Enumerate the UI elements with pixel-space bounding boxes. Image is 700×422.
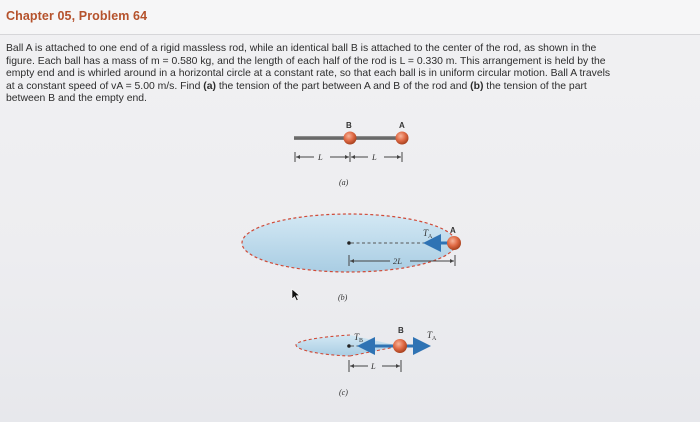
problem-line: the tension of the part — [483, 80, 587, 92]
problem-line: between B and the empty end. — [6, 93, 147, 105]
tension-b-label: $T_B$ — [354, 332, 364, 344]
label-ball-a: A — [450, 226, 456, 235]
ball-b — [344, 132, 357, 145]
label-ball-b: B — [346, 121, 352, 130]
dim-label-l2: L — [372, 152, 377, 162]
ball-a — [396, 132, 409, 145]
problem-line: the tension of the part between A and B of the rod and — [215, 80, 471, 92]
problem-line: Ball A is attached to one end of a rigid massless rod, while an identical ball B is attached to the center of the rod, as shown in the — [6, 43, 597, 54]
caption-a: (a) — [339, 178, 349, 187]
tension-a-label: $T_A$ — [427, 330, 437, 342]
figure-c — [296, 326, 437, 397]
figure-b — [242, 214, 461, 302]
tension-label: $T_A$ — [423, 228, 433, 240]
center-point — [347, 241, 351, 245]
label-ball-b: B — [398, 326, 404, 335]
dim-label-l: L — [371, 361, 376, 371]
part-a-label: (a) — [203, 80, 216, 92]
caption-c: (c) — [339, 388, 348, 397]
problem-line: at a constant speed of vA = 5.00 m/s. Find — [6, 80, 204, 92]
dim-label-l1: L — [318, 152, 323, 162]
problem-line: empty end and is whirled around in a horizontal circle at a constant rate, so that each ball is in uniform circular motion. Ball A travels — [6, 68, 611, 80]
problem-title: Chapter 05, Problem 64 — [6, 9, 148, 23]
ball-b — [393, 339, 407, 353]
caption-b: (b) — [338, 293, 348, 302]
center-point — [347, 344, 351, 348]
ball-a — [447, 236, 461, 250]
dim-label-2l: 2L — [393, 256, 402, 266]
problem-line: figure. Each ball has a mass of m = 0.580 kg, and the length of each half of the rod is L = 0.330 m. This arrangement is held by the — [6, 55, 606, 67]
part-b-label: (b) — [470, 80, 484, 92]
label-ball-a: A — [399, 121, 405, 130]
figure-a — [294, 121, 409, 187]
mouse-cursor-icon — [292, 289, 300, 301]
